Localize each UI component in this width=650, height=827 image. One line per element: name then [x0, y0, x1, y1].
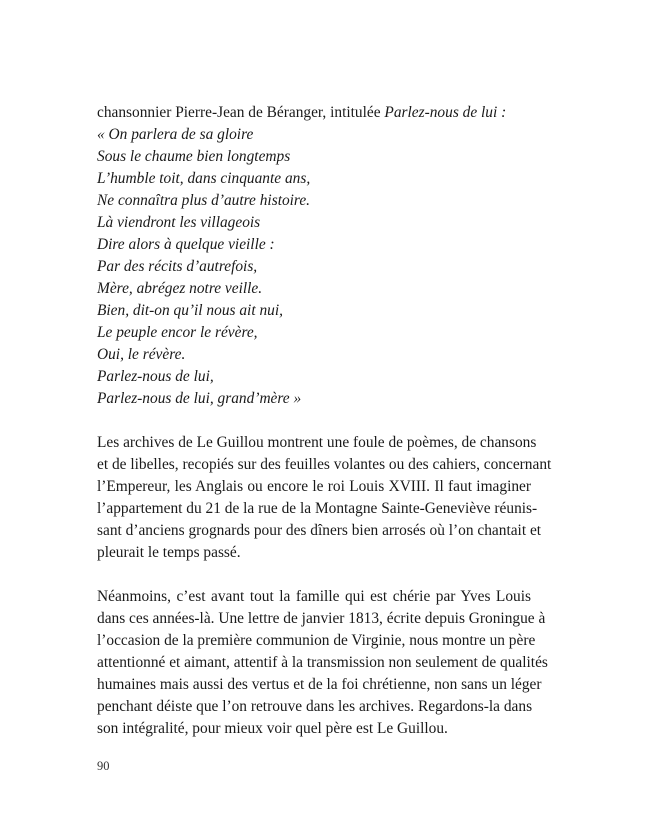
paragraph-line: attentionné et aimant, attentif à la transmission non seulement de qualités	[97, 654, 548, 671]
verse-line: Mère, abrégez notre veille.	[97, 280, 263, 297]
paragraph-line: l’occasion de la première communion de Virginie, nous montre un père	[97, 632, 536, 649]
verse-line: Dire alors à quelque vieille :	[97, 236, 275, 253]
paragraph-line: et de libelles, recopiés sur des feuilles volantes ou des cahiers, concernant	[97, 456, 552, 473]
paragraph-line: Les archives de Le Guillou montrent une foule de poèmes, de chansons	[97, 434, 537, 451]
verse-line: Parlez-nous de lui, grand’mère »	[97, 390, 302, 407]
paragraph-line: humaines mais aussi des vertus et de la foi chrétienne, non sans un léger	[97, 676, 542, 693]
paragraph-line: pleurait le temps passé.	[97, 544, 241, 561]
paragraph-line: son intégralité, pour mieux voir quel père est Le Guillou.	[97, 720, 448, 737]
intro-line	[97, 102, 531, 124]
paragraph-famille	[97, 586, 548, 740]
song-title: Parlez-nous de lui :	[384, 104, 507, 121]
page-body	[97, 102, 552, 740]
verse-line: Oui, le révère.	[97, 346, 186, 363]
paragraph-line: l’Empereur, les Anglais ou encore le roi Louis XVIII. Il faut imaginer	[97, 478, 531, 495]
verse-line: Par des récits d’autrefois,	[97, 258, 258, 275]
paragraph-line: sant d’anciens grognards pour des dîners bien arrosés où l’on chantait et	[97, 522, 542, 539]
verse-line: Sous le chaume bien longtemps	[97, 148, 291, 165]
paragraph-line: Néanmoins, c’est avant tout la famille qui est chérie par Yves Louis	[97, 588, 531, 605]
song-verse	[97, 124, 531, 410]
verse-line: Ne connaîtra plus d’autre histoire.	[97, 192, 311, 209]
verse-line: Bien, dit-on qu’il nous ait nui,	[97, 302, 283, 319]
verse-line: Parlez-nous de lui,	[97, 368, 214, 385]
paragraph-line: l’appartement du 21 de la rue de la Montagne Sainte-Geneviève réunis-	[97, 500, 538, 517]
verse-line: « On parlera de sa gloire	[97, 126, 254, 143]
paragraph-archives	[97, 432, 552, 564]
paragraph-line: penchant déiste que l’on retrouve dans les archives. Regardons-la dans	[97, 698, 533, 715]
paragraph-line: dans ces années-là. Une lettre de janvier 1813, écrite depuis Groningue à	[97, 610, 546, 627]
intro-text: chansonnier Pierre-Jean de Béranger, intitulée	[97, 104, 385, 121]
verse-line: Là viendront les villageois	[97, 214, 261, 231]
verse-line: Le peuple encor le révère,	[97, 324, 258, 341]
page-number: 90	[97, 759, 110, 773]
verse-line: L’humble toit, dans cinquante ans,	[97, 170, 311, 187]
